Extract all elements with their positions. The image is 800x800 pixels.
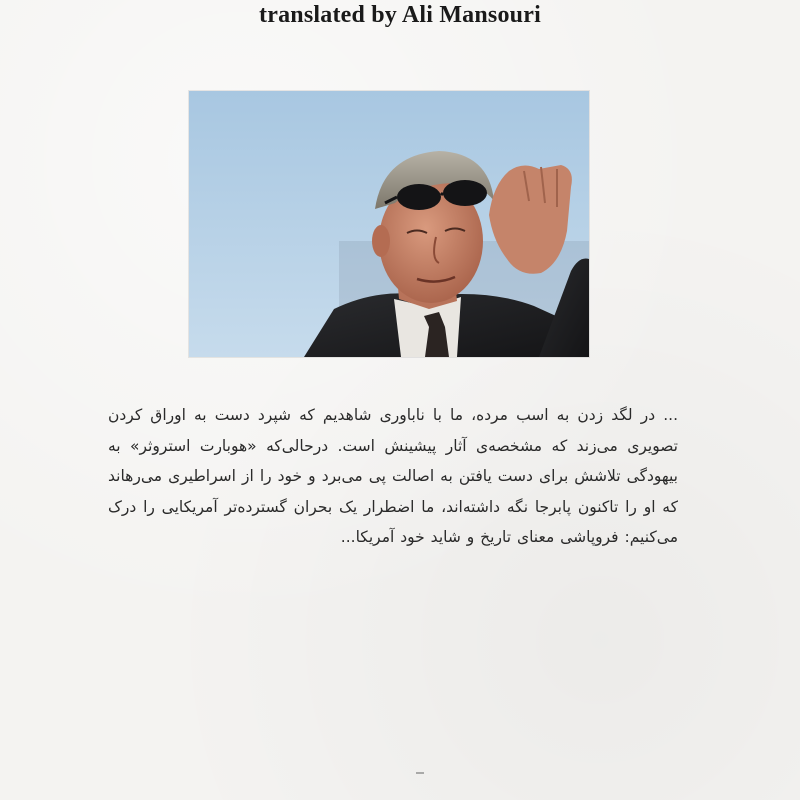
author-photo <box>189 91 589 357</box>
page-mark <box>416 772 424 774</box>
translator-credit: translated by Ali Mansouri <box>259 2 541 28</box>
back-cover-blurb: ... در لگد زدن به اسب مرده، ما با ناباوری شاهدیم که شپرد دست به اوراق کردن تصویری می‌زند که مشخصه‌ی آثار پیشینش است. درحالی‌که «هوبارت استروثر» به بیهودگی تلاشش برای دست یافتن به اصالت پی می‌برد و خود را از اسراطیری می‌رهاند که او را تاکنون پابرجا نگه داشته‌اند، ما اضطرار یک بحران گسترده‌تر آمریکایی را درک می‌کنیم: فروپاشی معنای تاریخ و شاید خود آمریکا... <box>108 406 678 546</box>
